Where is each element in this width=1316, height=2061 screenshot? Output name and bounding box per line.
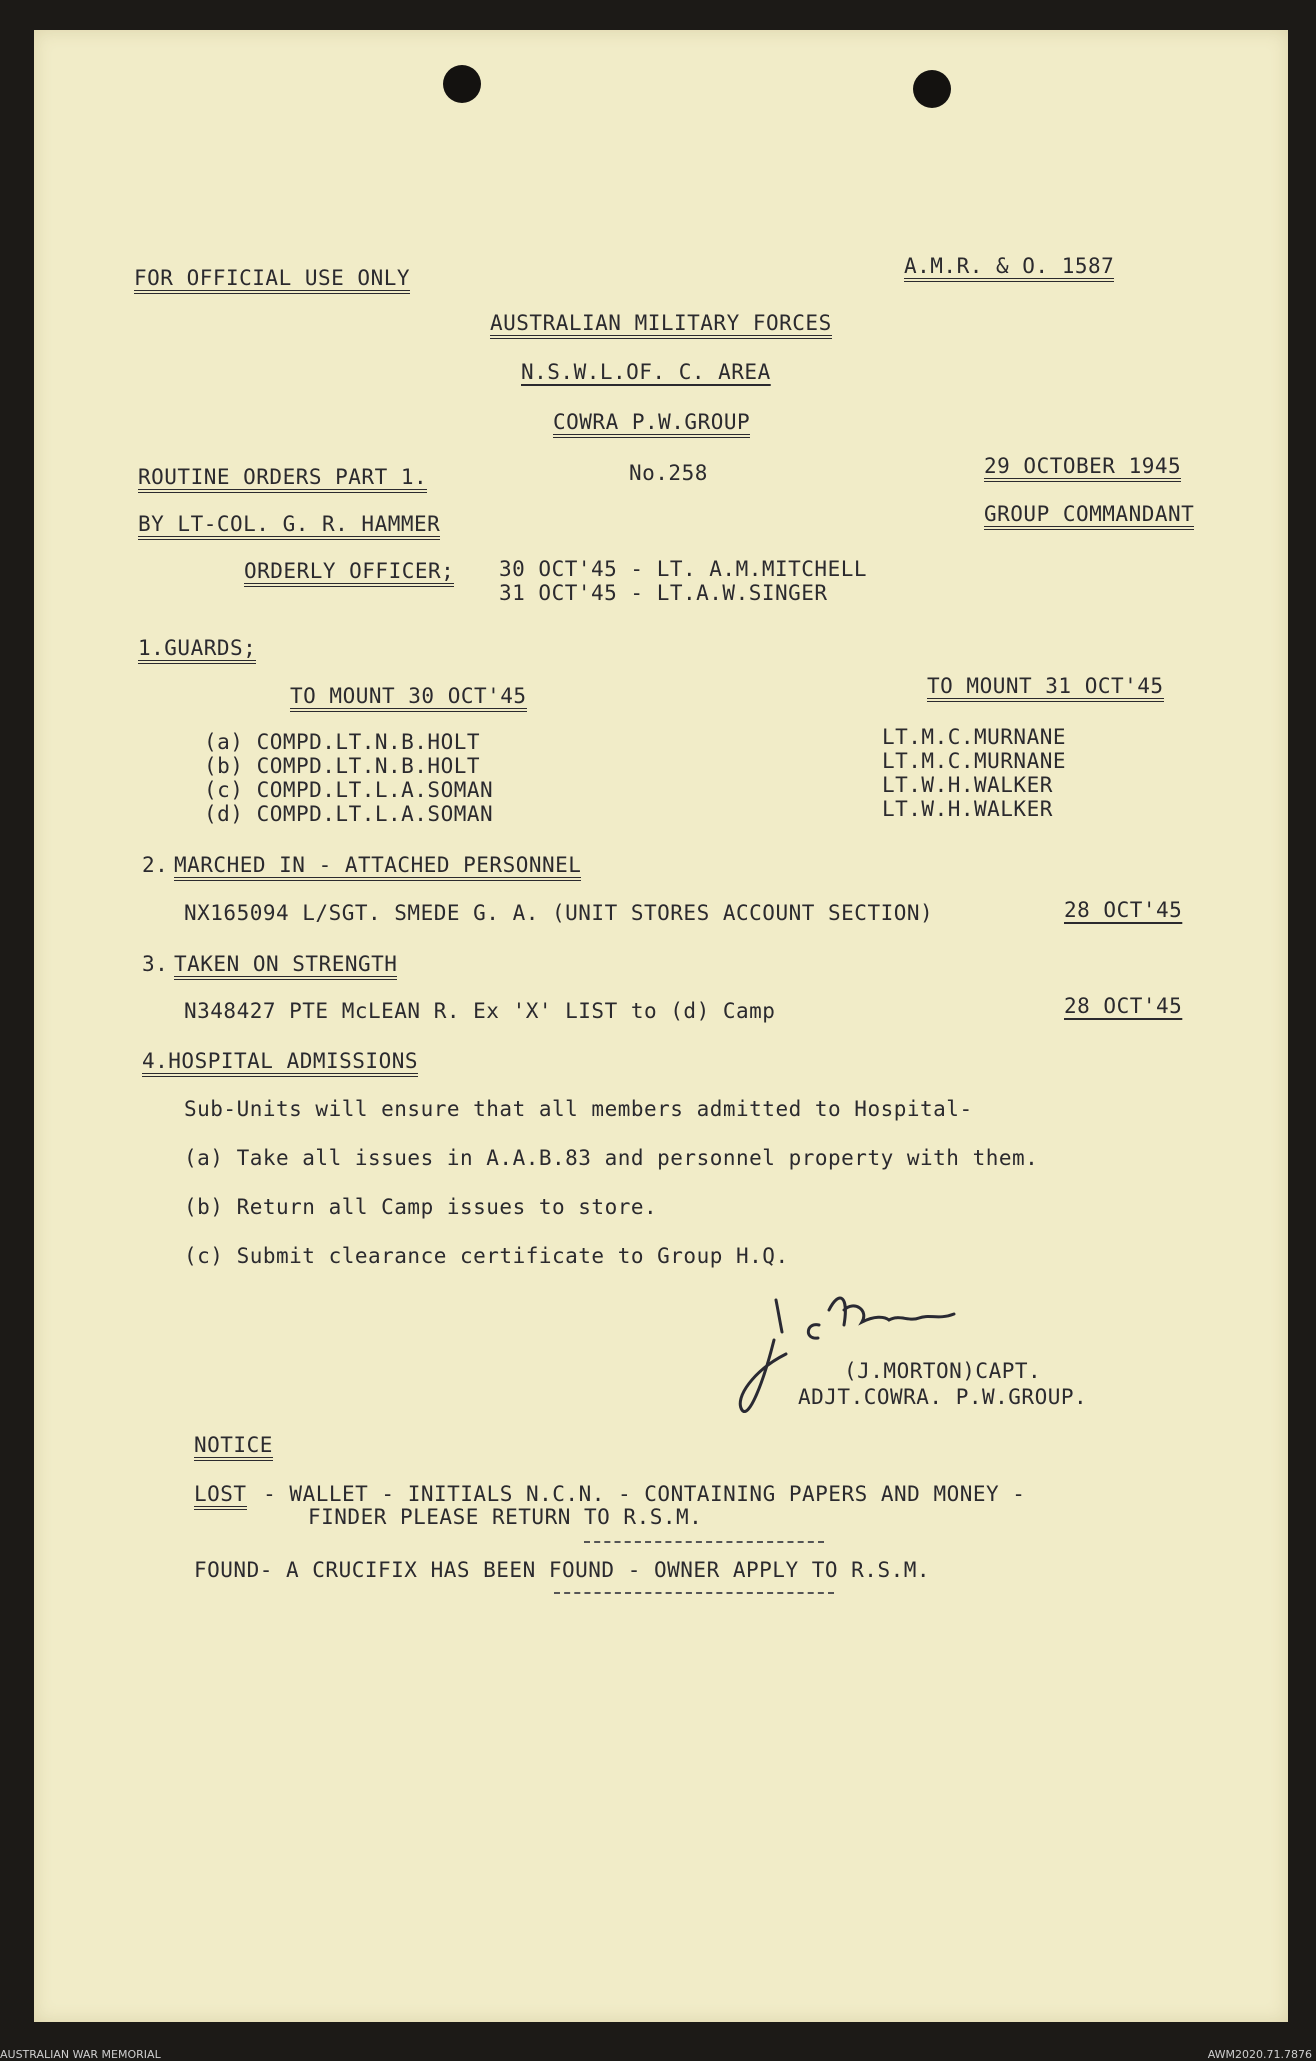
guards-heading: 1.GUARDS; — [138, 638, 256, 664]
guard-row-a-left: (a) COMPD.LT.N.B.HOLT — [204, 730, 481, 754]
section-4-item-a: (a) Take all issues in A.A.B.83 and personnel property with them. — [184, 1146, 1039, 1170]
guard-row-a-right: LT.M.C.MURNANE — [882, 725, 1067, 749]
order-date: 29 OCTOBER 1945 — [984, 456, 1181, 482]
section-4-item-b: (b) Return all Camp issues to store. — [184, 1195, 658, 1219]
title-line-3: COWRA P.W.GROUP — [553, 412, 750, 438]
orderly-officer-line-2: 31 OCT'45 - LT.A.W.SINGER — [499, 581, 828, 605]
section-2-heading: MARCHED IN - ATTACHED PERSONNEL — [174, 855, 581, 881]
orderly-officer-line-1: 30 OCT'45 - LT. A.M.MITCHELL — [499, 557, 868, 581]
orderly-officer-label: ORDERLY OFFICER; — [244, 561, 454, 587]
section-3-heading: TAKEN ON STRENGTH — [174, 954, 397, 980]
order-number: No.258 — [629, 461, 708, 485]
guard-row-d-left: (d) COMPD.LT.L.A.SOMAN — [204, 802, 494, 826]
signatory-name: (J.MORTON)CAPT. — [844, 1359, 1042, 1383]
guard-row-c-right: LT.W.H.WALKER — [882, 773, 1053, 797]
section-3-number: 3. — [142, 952, 169, 976]
punch-hole-left — [443, 65, 481, 103]
lost-divider — [584, 1541, 824, 1543]
reference-number: A.M.R. & O. 1587 — [904, 256, 1114, 282]
section-2-number: 2. — [142, 853, 169, 877]
routine-orders-label: ROUTINE ORDERS PART 1. — [138, 467, 427, 493]
notice-heading: NOTICE — [194, 1435, 273, 1461]
section-3-text: N348427 PTE McLEAN R. Ex 'X' LIST to (d) Camp — [184, 999, 776, 1023]
punch-hole-right — [913, 70, 951, 108]
issued-by: BY LT-COL. G. R. HAMMER — [138, 514, 440, 540]
title-line-2: N.S.W.L.OF. C. AREA — [521, 360, 771, 384]
found-divider — [554, 1592, 834, 1594]
section-4-item-c: (c) Submit clearance certificate to Group H.Q. — [184, 1244, 789, 1268]
guard-row-d-right: LT.W.H.WALKER — [882, 797, 1053, 821]
title-line-1: AUSTRALIAN MILITARY FORCES — [490, 313, 832, 339]
footer-reference: AWM2020.71.7876 — [1207, 2048, 1312, 2061]
section-4-intro: Sub-Units will ensure that all members admitted to Hospital- — [184, 1097, 973, 1121]
classification-label: FOR OFFICIAL USE ONLY — [134, 268, 410, 294]
document-page — [34, 30, 1288, 2022]
section-2-date: 28 OCT'45 — [1064, 898, 1183, 922]
lost-line-2: FINDER PLEASE RETURN TO R.S.M. — [308, 1505, 703, 1529]
guards-col2-heading: TO MOUNT 31 OCT'45 — [927, 676, 1164, 702]
guard-row-c-left: (c) COMPD.LT.L.A.SOMAN — [204, 778, 494, 802]
found-line: FOUND- A CRUCIFIX HAS BEEN FOUND - OWNER APPLY TO R.S.M. — [194, 1558, 931, 1582]
lost-line-1: - WALLET - INITIALS N.C.N. - CONTAINING PAPERS AND MONEY - — [250, 1482, 1026, 1506]
issuer-role: GROUP COMMANDANT — [984, 504, 1194, 530]
footer-credit: AUSTRALIAN WAR MEMORIAL — [0, 2048, 161, 2061]
guard-row-b-left: (b) COMPD.LT.N.B.HOLT — [204, 754, 481, 778]
section-3-date: 28 OCT'45 — [1064, 994, 1183, 1018]
guard-row-b-right: LT.M.C.MURNANE — [882, 749, 1067, 773]
guards-col1-heading: TO MOUNT 30 OCT'45 — [290, 686, 527, 712]
section-4-heading: 4.HOSPITAL ADMISSIONS — [142, 1051, 418, 1077]
lost-label: LOST — [194, 1484, 247, 1510]
section-2-text: NX165094 L/SGT. SMEDE G. A. (UNIT STORES ACCOUNT SECTION) — [184, 901, 934, 925]
signatory-title: ADJT.COWRA. P.W.GROUP. — [798, 1385, 1088, 1409]
